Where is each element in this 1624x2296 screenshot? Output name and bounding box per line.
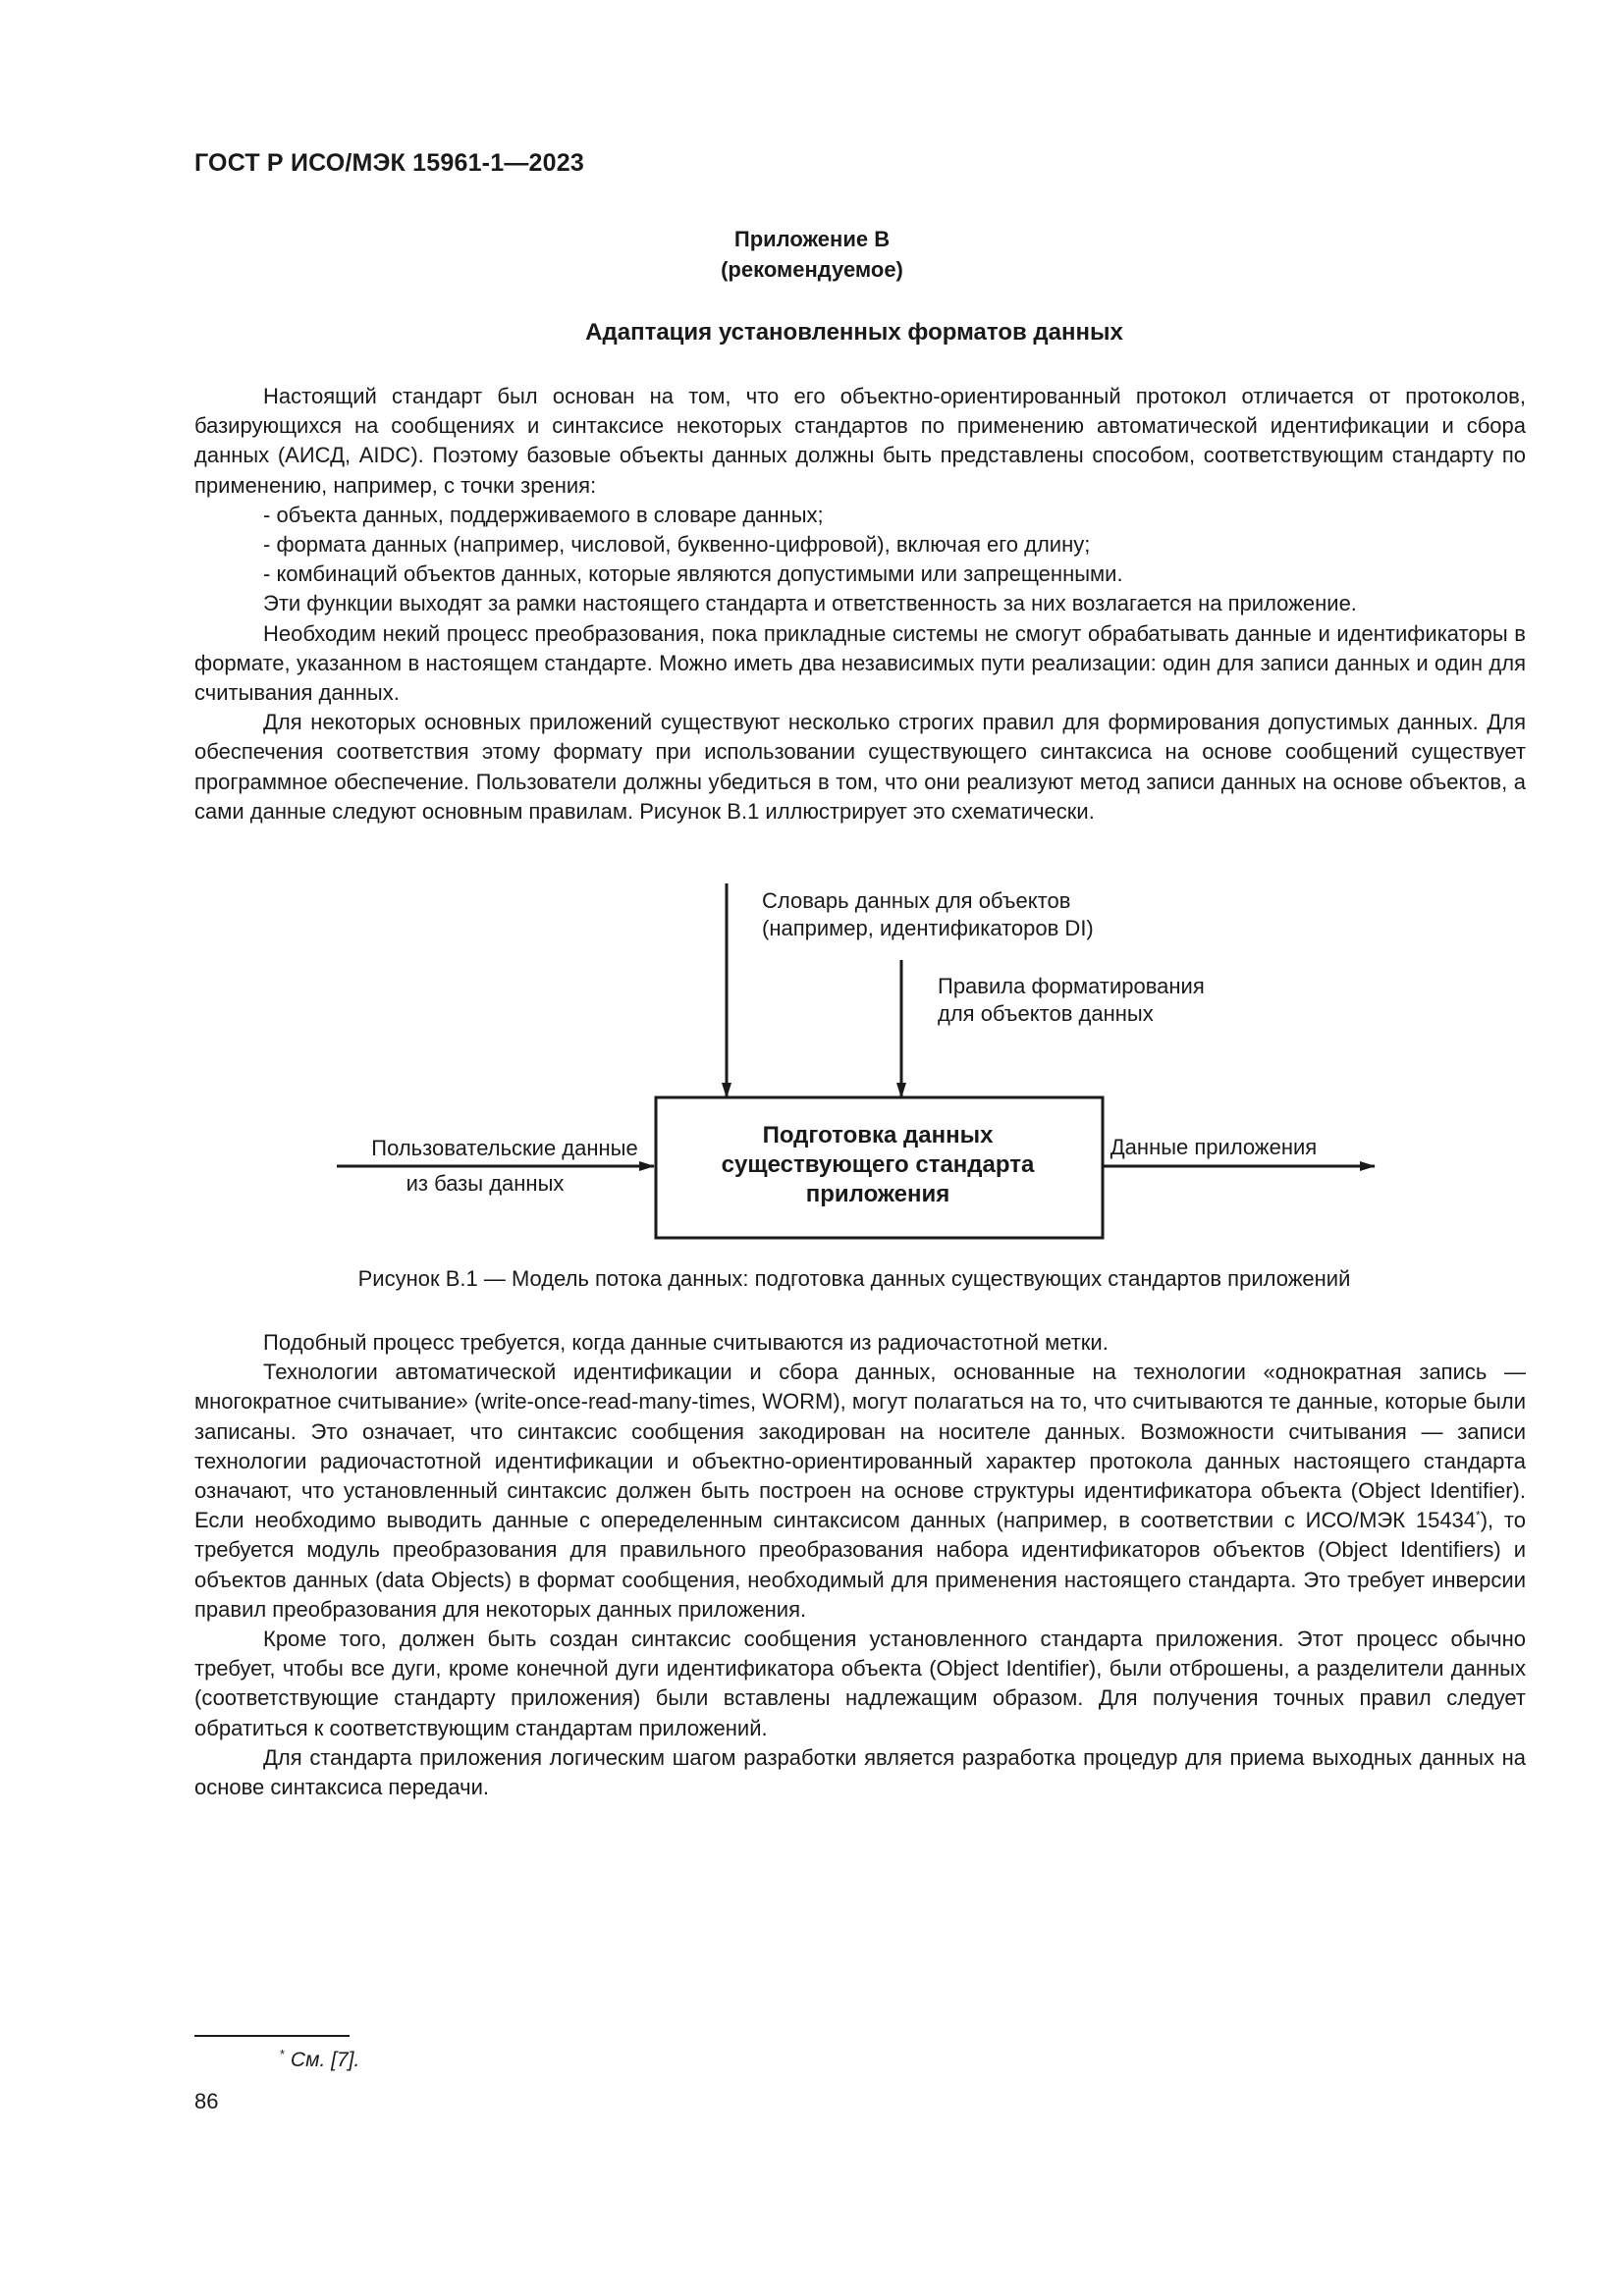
paragraph: Настоящий стандарт был основан на том, что его объектно-ориентированный протокол отличается от протоколов, базирующихся на сообщениях и синтаксисе некоторых стандартов по применению автоматической идентификации и сбора данных (АИСД, AIDC). Поэтому базовые объекты данных должны быть представлены способом, соответствующим стандарту по применению, например, с точки зрения: [194,384,1526,498]
input-top-1-label: Словарь данных для объектов [762,888,1071,913]
input-top-1-label: (например, идентификаторов DI) [762,916,1094,940]
footnote-mark: * [280,2047,286,2061]
annex-title: Приложение В [733,227,891,251]
process-title: приложения [805,1181,950,1207]
paragraph-text: ), то требуется модуль преобразования для правильного преобразования набора идентификаторов объектов (Object Identifiers) и объектов данных (data Objects) в формат сообщения, необходимый для применения настоящего стандарта. Это требует инверсии правил преобразования для некоторых данных приложения. [194,1508,1526,1622]
page-number: 86 [194,2089,219,2113]
paragraph: Подобный процесс требуется, когда данные считываются из радиочастотной метки. [263,1330,1109,1355]
footnote-divider [194,2035,350,2037]
document-code: ГОСТ Р ИСО/МЭК 15961-1—2023 [194,149,584,177]
list-item: - комбинаций объектов данных, которые являются допустимыми или запрещенными. [263,561,1123,587]
paragraph: Кроме того, должен быть создан синтаксис сообщения установленного стандарта приложения. Этот процесс обычно требует, чтобы все дуги, кроме конечной дуги идентификатора объекта (Object Identifier), были отброшены, а разделители данных (соответствующие стандарту приложения) были вставлены надлежащим образом. Для получения точных правил следует обратиться к соответствующим стандартам приложений. [194,1627,1526,1740]
paragraph-text: Технологии автоматической идентификации и сбора данных, основанные на технологии «однократная запись — многократное считывание» (write-once-read-many-times, WORM), могут полагаться на то, что считываются те данные, которые были записаны. Это означает, что синтаксис сообщения закодирован на носителе данных. Возможности считывания — записи технологии радиочастотной идентификации и объектно-ориентированный характер протокола данных настоящего стандарта означают, что установленный синтаксис должен быть построен на основе структуры идентификатора объекта (Object Identifier). Если необходимо выводить данные с опеределенным синтаксисом данных (например, в соответствии с ИСО/МЭК 15434 [194,1360,1526,1533]
input-top-2-label: Правила форматирования [938,974,1205,998]
figure-caption: Рисунок В.1 — Модель потока данных: подготовка данных существующих стандартов приложений [357,1266,1351,1291]
process-title: Подготовка данных [762,1122,994,1148]
process-title: существующего стандарта [721,1151,1035,1178]
annex-heading: Адаптация установленных форматов данных [585,319,1123,346]
section-2-text [194,1328,1526,1802]
footnote [280,2047,359,2072]
input-left-label: Пользовательские данные [371,1136,638,1160]
input-top-2-label: для объектов данных [938,1001,1154,1026]
paragraph: Необходим некий процесс преобразования, пока прикладные системы не смогут обрабатывать данные и идентификаторы в формате, указанном в настоящем стандарте. Можно иметь два независимых пути реализации: один для записи данных и один для считывания данных. [194,620,1526,706]
list-item: - формата данных (например, числовой, буквенно-цифровой), включая его длину; [263,532,1091,558]
footnote-text: См. [7]. [290,2049,360,2071]
footnote-reference[interactable]: * [1476,1508,1481,1522]
input-left-label: из базы данных [406,1171,565,1196]
paragraph: Для некоторых основных приложений существуют несколько строгих правил для формирования допустимых данных. Для обеспечения соответствия этому формату при использовании существующего синтаксиса на основе сообщений существует программное обеспечение. Пользователи должны убедиться в том, что они реализуют метод записи данных на основе объектов, а сами данные следуют основным правилам. Рисунок В.1 иллюстрирует это схематически. [194,710,1526,824]
paragraph [194,1358,1526,1625]
paragraph: Для стандарта приложения логическим шагом разработки является разработка процедур для приема выходных данных на основе синтаксиса передачи. [194,1744,1526,1800]
output-label: Данные приложения [1110,1135,1318,1159]
list-item: - объекта данных, поддерживаемого в словаре данных; [263,502,824,527]
annex-status: (рекомендуемое) [721,257,903,282]
paragraph: Эти функции выходят за рамки настоящего стандарта и ответственность за них возлагается на приложение. [263,591,1357,616]
